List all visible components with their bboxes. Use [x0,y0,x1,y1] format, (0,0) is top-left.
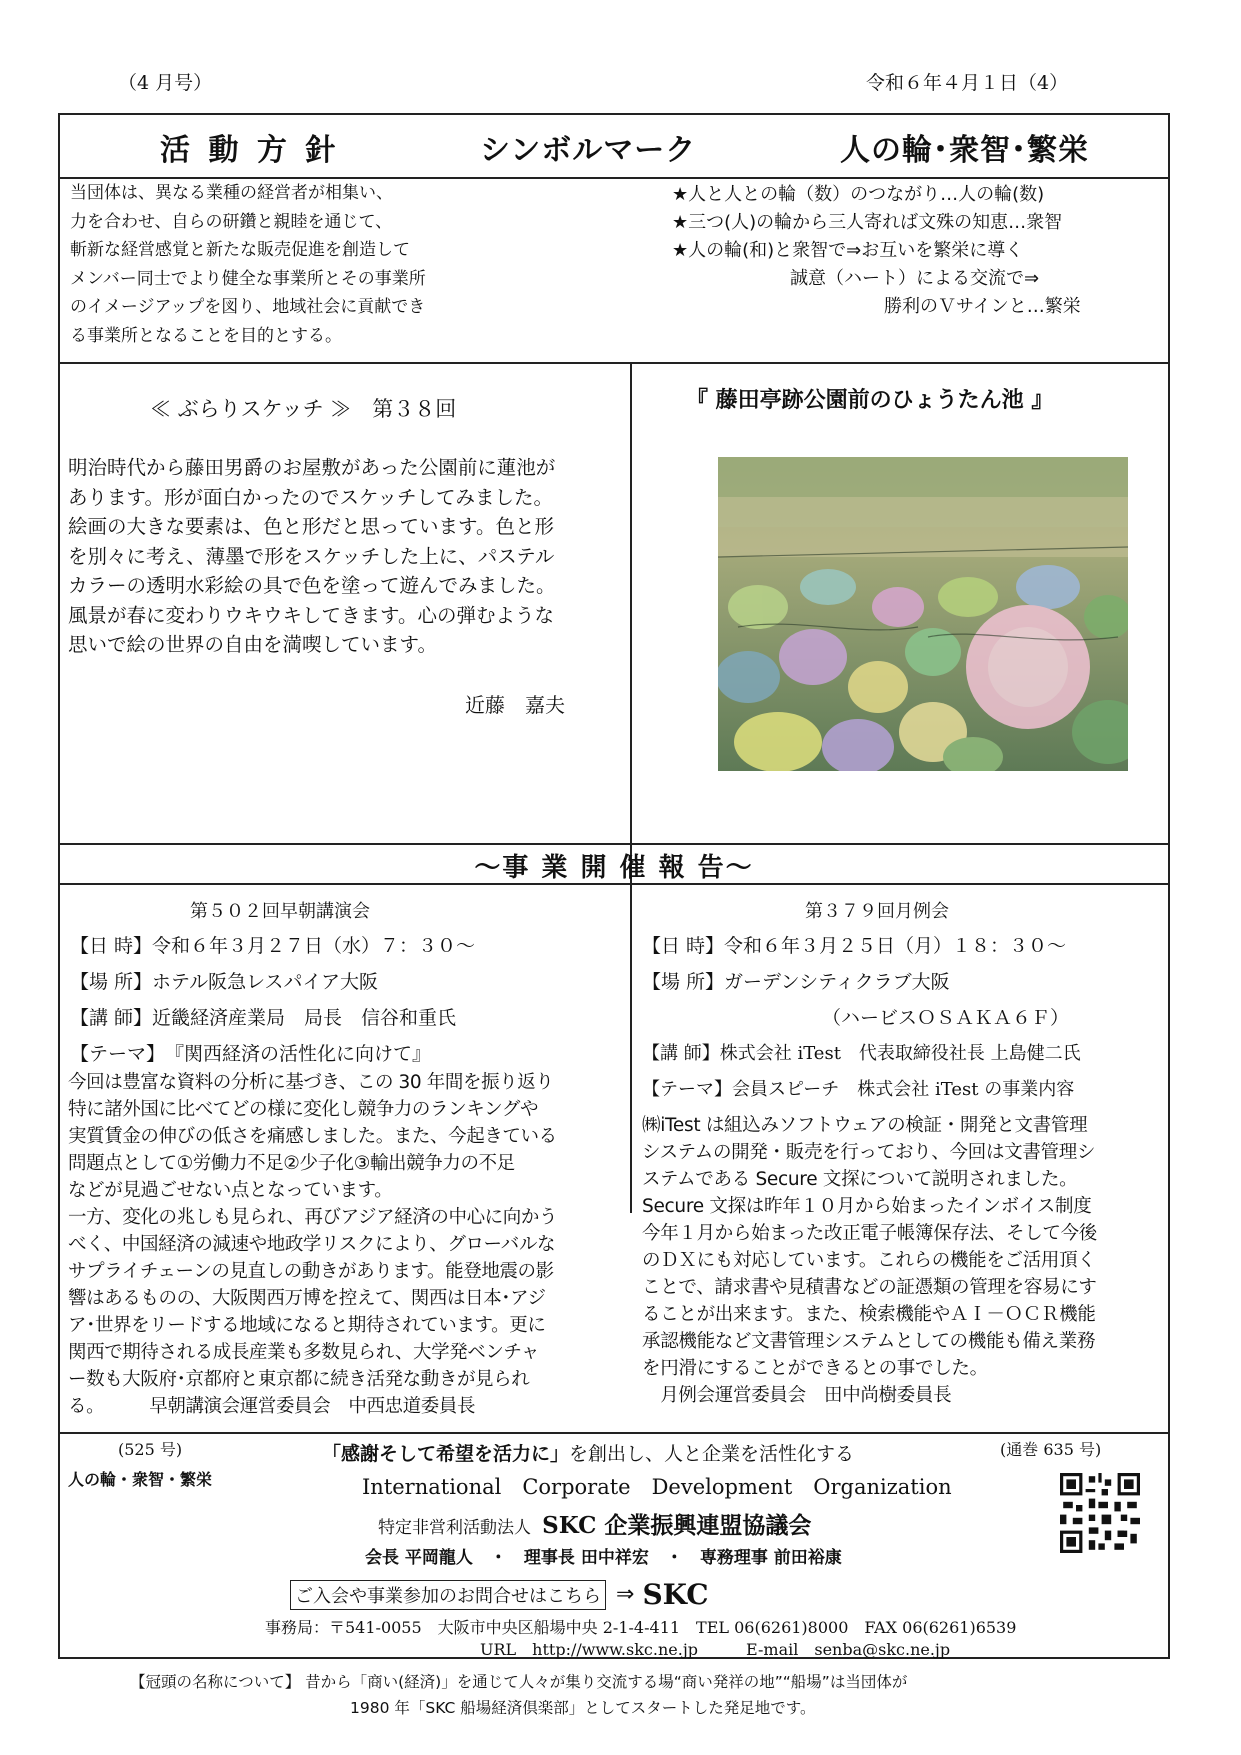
sketch-text [68,453,624,660]
meeting-line: ことで、請求書や見積書などの証憑類の管理を容易にす [642,1277,1097,1298]
sketch-line: あります。形が面白かったのでスケッチしてみました。 [68,485,553,509]
symbol-title: シンボルマーク [480,133,697,168]
painting-title: 『 藤田亭跡公園前のひょうたん池 』 [686,388,1054,413]
policy-line: 力を合わせ、自らの研鑽と親睦を通じて、 [70,211,393,232]
symbol-line: ★人の輪(和)と衆智で⇒お互いを繁栄に導く [672,240,1024,261]
lecture-line: 実質賃金の伸びの低さを痛感しました。また、今起きている [68,1126,557,1147]
slogan-emphasis: 「感謝そして希望を活力に」 [322,1443,570,1465]
footer-slogan [322,1439,854,1466]
policy-title: 活 動 方 針 [160,133,340,168]
sketch-line: カラーの透明水彩絵の具で色を塗って遊んでみました。 [68,574,556,597]
meeting-line: 承認機能など文書管理システムとしての機能も備え業務 [642,1331,1096,1352]
policy-line: のイメージアップを図り、地域社会に貢献でき [70,297,426,317]
lecture-date: 【日 時】令和６年３月２７日（水）７：３０～ [70,935,476,957]
divider [60,362,1168,364]
policy-line: 当団体は、異なる業種の経営者が相集い、 [70,183,393,203]
lecture-line: る。 早朝講演会運営委員会 中西忠道委員長 [68,1396,476,1417]
meeting-line: のＤＸにも対応しています。これらの機能をご活用頂く [642,1250,1096,1271]
meeting-place: 【場 所】ガーデンシティクラブ大阪 [642,971,950,993]
lecture-line: などが見過ごせない点となっています。 [68,1180,393,1201]
lotus-pond-painting [718,457,1128,771]
issue-month: （4 月号） [118,72,213,94]
meeting-lecturer: 【講 師】株式会社 iTest 代表取締役社長 上島健二氏 [642,1043,1081,1064]
symbol-line: 勝利のＶサインと…繁栄 [884,296,1081,317]
lecture-lecturer: 【講 師】近畿経済産業局 局長 信谷和重氏 [70,1007,457,1029]
policy-text [70,179,490,350]
lecture-details [70,928,626,1072]
issue-number: (525 号) [118,1440,183,1459]
qr-code-icon[interactable] [1060,1473,1140,1553]
org-type: 特定非営利活動法人 [378,1518,531,1538]
lecture-line: ー数も大阪府･京都府と東京都に続き活発な動きが見られ [68,1369,530,1390]
meeting-theme: 【テーマ】会員スピーチ 株式会社 iTest の事業内容 [642,1079,1075,1100]
meeting-line: ることが出来ます。また、検索機能やＡＩ－ＯＣＲ機能 [642,1304,1096,1325]
lecture-line: ア･世界をリードする地域になると期待されています。更に [68,1315,546,1336]
meeting-date: 【日 時】令和６年３月２５日（月）１８：３０～ [642,935,1067,957]
meeting-title: 第３７９回月例会 [805,901,949,922]
office-address: 事務局：〒541-0055 大阪市中央区船場中央 2-1-4-411 TEL 06(6261)8000 FAX 06(6261)6539 [265,1618,1017,1637]
divider [60,1432,1168,1434]
org-english-name: International Corporate Development Organization [362,1475,952,1499]
lecture-line: 一方、変化の兆しも見られ、再びアジア経済の中心に向かう [68,1207,558,1228]
sketch-author: 近藤 嘉夫 [465,693,565,717]
divider [60,843,1168,845]
slogan-title: 人の輪･衆智･繁栄 [840,133,1089,168]
meeting-line: 今年１月から始まった改正電子帳簿保存法、そして今後 [642,1223,1098,1244]
officers: 会長 平岡龍人 ・ 理事長 田中祥宏 ・ 専務理事 前田裕康 [365,1548,842,1568]
policy-line: メンバー同士でより健全な事業所とその事業所 [70,268,426,289]
total-issue-number: (通巻 635 号) [1000,1440,1102,1459]
meeting-place-building: （ハービスＯＳＡＫＡ６Ｆ） [822,1007,1070,1029]
policy-line: る事業所となることを目的とする。 [70,325,342,346]
inquiry-box[interactable]: ご入会や事業参加のお問合せはこちら [290,1580,606,1610]
contact-links[interactable]: URL http://www.skc.ne.jp E-mail senba@skc.ne.jp [480,1640,951,1659]
divider [630,883,632,1213]
symbol-text [672,181,1162,321]
meeting-line: ステムである Secure 文探について説明されました。 [642,1169,1078,1190]
symbol-line: 誠意（ハート）による交流で⇒ [790,268,1040,289]
sketch-line: を別々に考え、薄墨で形をスケッチした上に、パステル [68,544,555,568]
lecture-line: べく、中国経済の減速や地政学リスクにより、グローバルな [68,1234,556,1255]
lecture-place: 【場 所】ホテル阪急レスパイア大阪 [70,971,378,993]
inquiry-row [290,1578,709,1611]
lecture-line: 響はあるものの、大阪関西万博を控えて、関西は日本･アジ [68,1288,546,1309]
lecture-line: 関西で期待される成長産業も多数見られ、大学発ベンチャ [68,1342,540,1363]
meeting-body [642,1112,1168,1409]
meeting-line: システムの開発・販売を行っており、今回は文書管理シ [642,1142,1096,1163]
footer-motto: 人の輪・衆智・繁栄 [68,1470,213,1489]
issue-date: 令和６年４月１日（4） [866,72,1069,94]
org-name: SKC 企業振興連盟協議会 [542,1512,812,1539]
meeting-line: ㈱iTest は組込みソフトウェアの検証・開発と文書管理 [642,1115,1088,1136]
sketch-line: 明治時代から藤田男爵のお屋敷があった公園前に蓮池が [68,456,556,479]
sketch-heading: ≪ ぶらりスケッチ ≫ 第３８回 [150,397,457,421]
lecture-theme: 【テーマ】 『関西経済の活性化に向けて』 [70,1043,432,1065]
arrow-icon: ⇒ [616,1582,635,1607]
meeting-line: Secure 文探は昨年１０月から始まったインボイス制度 [642,1196,1092,1217]
org-name-line [378,1507,811,1540]
name-origin-note: 【冠頭の名称について】 昔から「商い(経済)」を通じて人々が集り交流する場“商い発祥の地”“船場”は当団体が [130,1673,908,1691]
symbol-line: ★三つ(人)の輪から三人寄れば文殊の知恵…衆智 [672,212,1063,233]
meeting-line: を円滑にすることができるとの事でした。 [642,1358,988,1379]
skc-logo-text: SKC [642,1578,709,1611]
lecture-line: 特に諸外国に比べてどの様に変化し競争力のランキングや [68,1099,539,1120]
lecture-body [68,1069,628,1420]
lecture-title: 第５０２回早朝講演会 [190,901,370,922]
meeting-details [642,928,1168,1108]
report-heading: ～事 業 開 催 報 告～ [474,853,754,883]
sketch-line: 思いで絵の世界の自由を満喫しています。 [68,633,437,656]
sketch-line: 風景が春に変わりウキウキしてきます。心の弾むような [68,603,554,627]
name-origin-note-2: 1980 年「SKC 船場経済倶楽部」としてスタートした発足地です。 [350,1699,816,1717]
policy-line: 斬新な経営感覚と新たな販売促進を創造して [70,240,410,260]
slogan-rest: を創出し、人と企業を活性化する [569,1443,855,1465]
lecture-line: 問題点として①労働力不足②少子化③輸出競争力の不足 [68,1153,515,1174]
lecture-line: 今回は豊富な資料の分析に基づき、この 30 年間を振り返り [68,1072,554,1093]
lecture-line: サプライチェーンの見直しの動きがあります。能登地震の影 [68,1261,554,1282]
symbol-line: ★人と人との輪（数）のつながり…人の輪(数) [672,184,1045,205]
newsletter-frame [58,113,1170,1659]
meeting-line: 月例会運営委員会 田中尚樹委員長 [642,1385,952,1406]
sketch-line: 絵画の大きな要素は、色と形だと思っています。色と形 [68,515,554,538]
